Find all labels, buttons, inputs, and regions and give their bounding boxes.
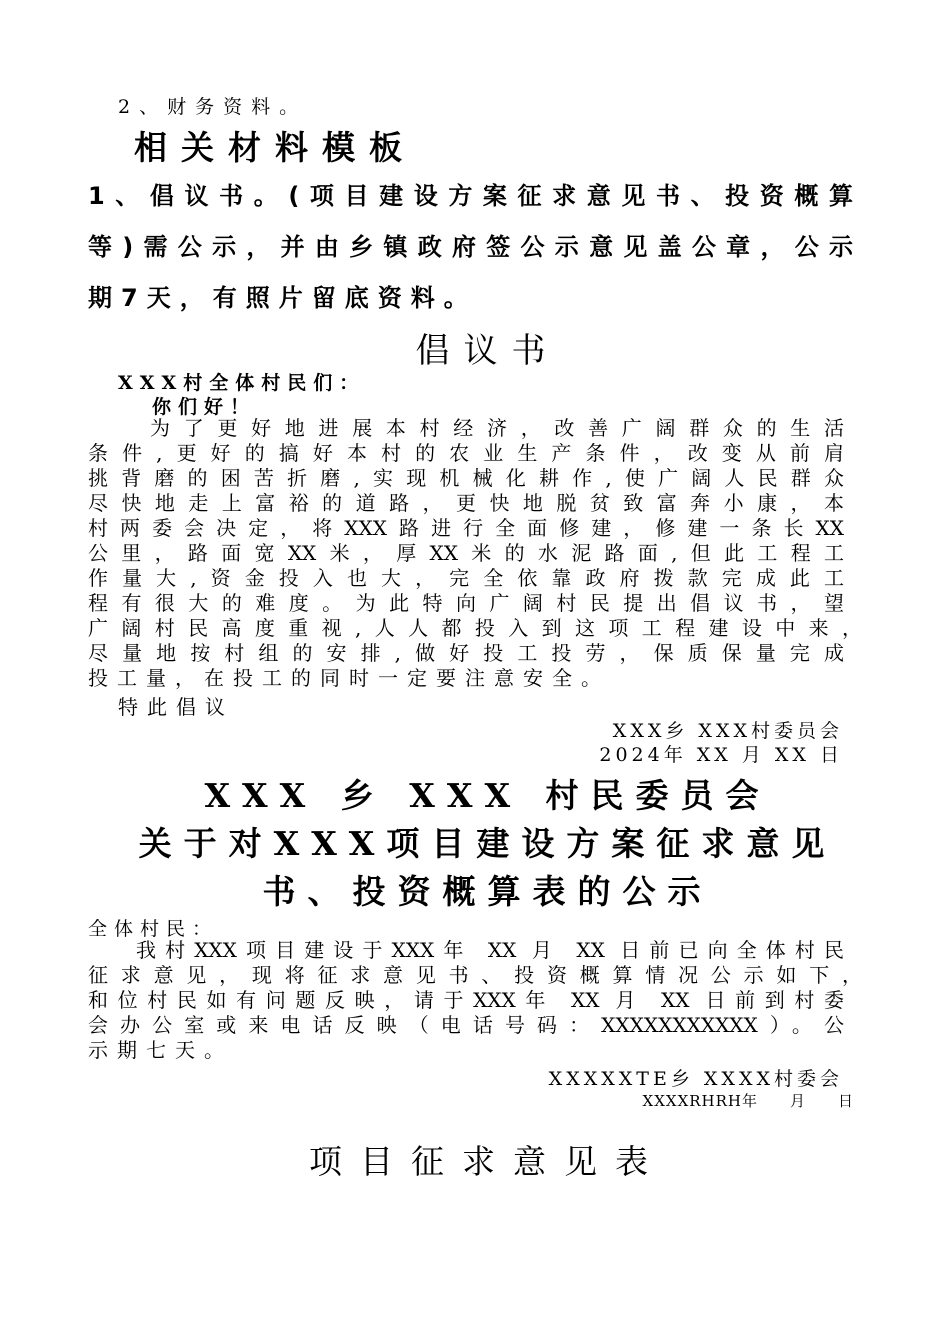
proposal-body-line: 为了更好地进展本村经济，改善广阔群众的生活 <box>150 416 844 440</box>
proposal-date: 2024年 XX 月 XX 日 <box>599 744 843 766</box>
proposal-body-line: 村两委会决定，将XXX路进行全面修建，修建一条长XX <box>88 516 844 540</box>
form-title: 项目征求意见表 <box>309 1142 666 1181</box>
proposal-title: 倡议书 <box>415 331 560 371</box>
proposal-body-line: 尽量地按村组的安排,做好投工投劳，保质保量完成 <box>88 641 844 665</box>
instruction-line-3: 期7天，有照片留底资料。 <box>88 284 477 312</box>
instruction-line-1: 1、倡议书。(项目建设方案征求意见书、投资概算 <box>88 182 853 210</box>
proposal-body-line: 条件,更好的搞好本村的农业生产条件，改变从前肩 <box>88 441 844 465</box>
proposal-greeting: 你们好！ <box>152 396 257 418</box>
notice-body-line: 会办公室或来电话反映（电话号码：XXXXXXXXXXX）。公 <box>88 1013 844 1037</box>
notice-signature: XXXXXTE乡 XXXX村委会 <box>548 1068 843 1090</box>
notice-salutation: 全体村民： <box>88 918 219 940</box>
proposal-body-line: 作量大,资金投入也大，完全依靠政府拨款完成此工 <box>88 566 844 590</box>
proposal-signature: XXX乡 XXX村委员会 <box>612 720 843 742</box>
notice-body-line: 我村XXX项目建设于XXX年 XX 月 XX 日前已向全体村民 <box>136 938 844 962</box>
instruction-line-2: 等)需公示，并由乡镇政府签公示意见盖公章，公示 <box>88 233 853 261</box>
proposal-body-line: 程有很大的难度。为此特向广阔村民提出倡议书，望 <box>88 591 844 615</box>
proposal-body-line: 挑背磨的困苦折磨,实现机械化耕作,使广阔人民群众 <box>88 466 844 490</box>
notice-title-line-1: XXX 乡 XXX 村民委员会 <box>204 776 771 815</box>
notice-date: XXXXRHRH年 月 日 <box>642 1092 854 1110</box>
proposal-body-line: 公里，路面宽XX米，厚XX米的水泥路面,但此工程工 <box>88 541 844 565</box>
notice-title-line-2: 关于对XXX项目建设方案征求意见 <box>138 824 837 863</box>
proposal-body-line: 尽快地走上富裕的道路，更快地脱贫致富奔小康，本 <box>88 491 844 515</box>
templates-heading: 相关材料模板 <box>134 128 416 167</box>
section-item-financial: 2、财务资料。 <box>118 96 308 118</box>
notice-body-line: 和位村民如有问题反映，请于XXX年 XX 月 XX 日前到村委 <box>88 988 844 1012</box>
notice-body-line: 征求意见，现将征求意见书、投资概算情况公示如下， <box>88 963 862 987</box>
notice-title-line-3: 书、投资概算表的公示 <box>262 872 713 911</box>
proposal-closing: 特此倡议 <box>118 695 234 719</box>
proposal-body-line: 投工量，在投工的同时一定要注意安全。 <box>88 666 610 690</box>
notice-body-line: 示期七天。 <box>88 1038 233 1062</box>
proposal-body-line: 广阔村民高度重视,人人都投入到这项工程建设中来， <box>88 616 862 640</box>
proposal-salutation: XXX村全体村民们： <box>118 372 366 394</box>
